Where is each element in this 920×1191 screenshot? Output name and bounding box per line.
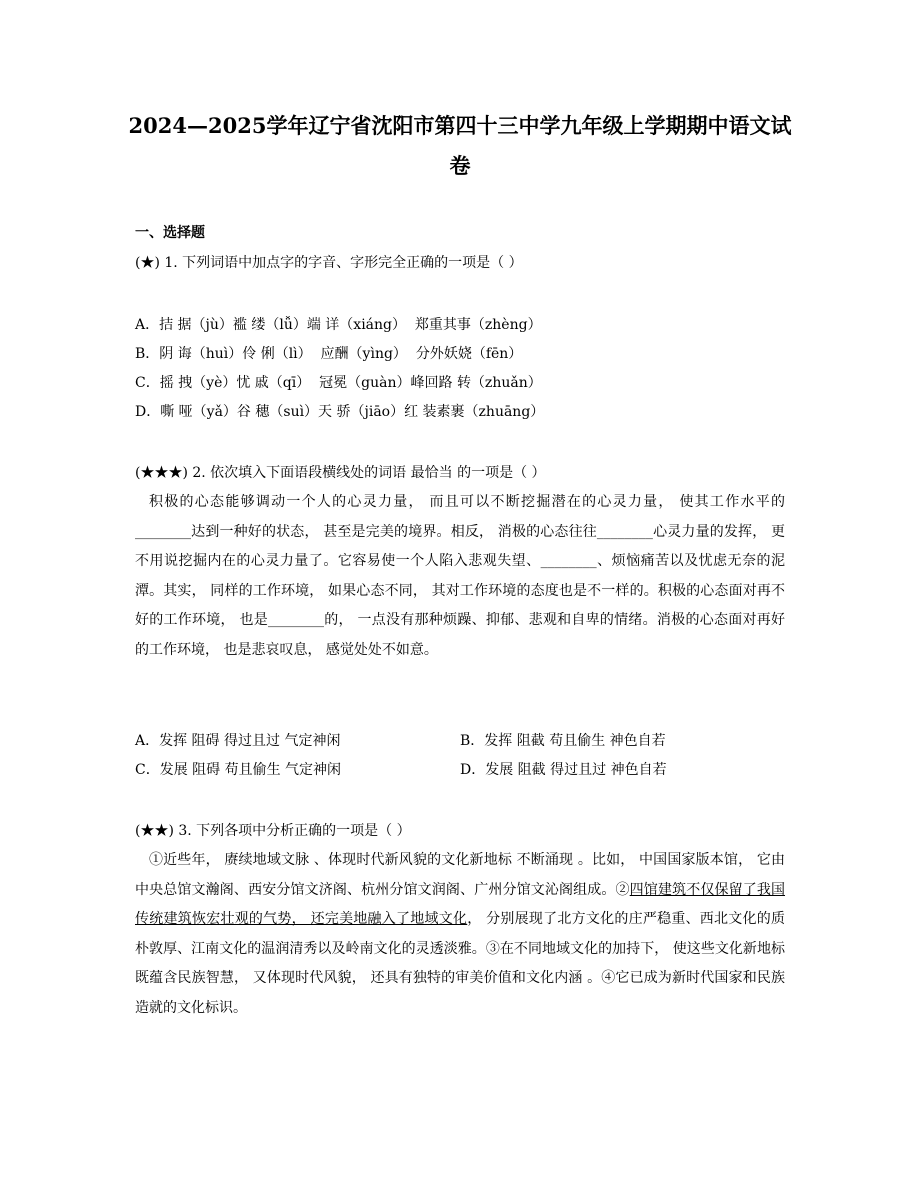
passage-segment-1: ①近些年， 赓续地域文脉 、体现时代新风貌的文化新地标 不断涌现 。比如， 中国国家版本馆， 它由中央总馆文瀚阁、西安分馆文济阁、杭州分馆文润阁、广州分馆文沁阁组成。② [135, 852, 785, 898]
question-1-option-b[interactable]: B．阴 诲（huì）伶 俐（lì） 应酬（yìng） 分外妖娆（fēn） [135, 346, 523, 362]
question-2-option-b[interactable]: B．发挥 阻截 苟且偷生 神色自若 [460, 733, 666, 749]
question-2-option-c[interactable]: C．发展 阻碍 苟且偷生 气定神闲 [135, 762, 342, 778]
question-2-option-d[interactable]: D．发展 阻截 得过且过 神色自若 [460, 762, 667, 778]
question-1-option-c[interactable]: C．摇 拽（yè）忧 戚（qī） 冠冕（guàn）峰回路 转（zhuǎn） [135, 375, 542, 391]
passage-segment-3: ， 分别展现了北方文化的庄严稳重、西北文化的质朴敦厚、江南文化的温润清秀以及岭南文化的灵透淡雅。③在不同地域文化的加持下， 使这些文化新地标既蕴含民族智慧， 又体现时代风貌， 还具有独特的审美价值和文化内涵 。④它已成为新时代国家和民族造就的文化标识。 [135, 911, 786, 1016]
question-2-option-a[interactable]: A．发挥 阻碍 得过且过 气定神闲 [135, 733, 341, 749]
document-title: 2024—2025学年辽宁省沈阳市第四十三中学九年级上学期期中语文试卷 [128, 113, 792, 178]
question-1-stem: (★) 1. 下列词语中加点字的字音、字形完全正确的一项是（ ） [135, 255, 523, 271]
question-3-stem: (★★) 3. 下列各项中分析正确的一项是（ ） [135, 823, 411, 839]
question-3-passage [135, 846, 785, 1023]
question-1-option-d[interactable]: D．嘶 哑（yǎ）谷 穗（suì）天 骄（jiāo）红 装素裹（zhuāng） [135, 404, 545, 420]
question-2-stem: (★★★) 2. 依次填入下面语段横线处的词语 最恰当 的一项是（ ） [135, 465, 546, 481]
section-heading: 一、选择题 [135, 225, 205, 241]
question-1-option-a[interactable]: A．拮 据（jù）褴 缕（lǚ）端 详（xiáng） 郑重其事（zhèng） [135, 317, 542, 333]
question-2-passage: 积极的心态能够调动一个人的心灵力量， 而且可以不断挖掘潜在的心灵力量， 使其工作水平的________达到一种好的状态， 甚至是完美的境界。相反， 消极的心态往往________心灵力量的发挥， 更不用说挖掘内在的心灵力量了。它容易使一个人陷入悲观失望、________、烦恼痛苦以及忧虑无奈的泥潭。其实， 同样的工作环境， 如果心态不同， 其对工作环境的态度也是不一样的。积极的心态面对再不好的工作环境， 也是________的， 一点没有那种烦躁、抑郁、悲观和自卑的情绪。消极的心态面对再好的工作环境， 也是悲哀叹息， 感觉处处不如意。 [135, 494, 785, 658]
underlined-sentence: 四馆建筑不仅保留了我国传统建筑恢宏壮观的气势， 还完美地融入了地域文化 [135, 881, 786, 927]
